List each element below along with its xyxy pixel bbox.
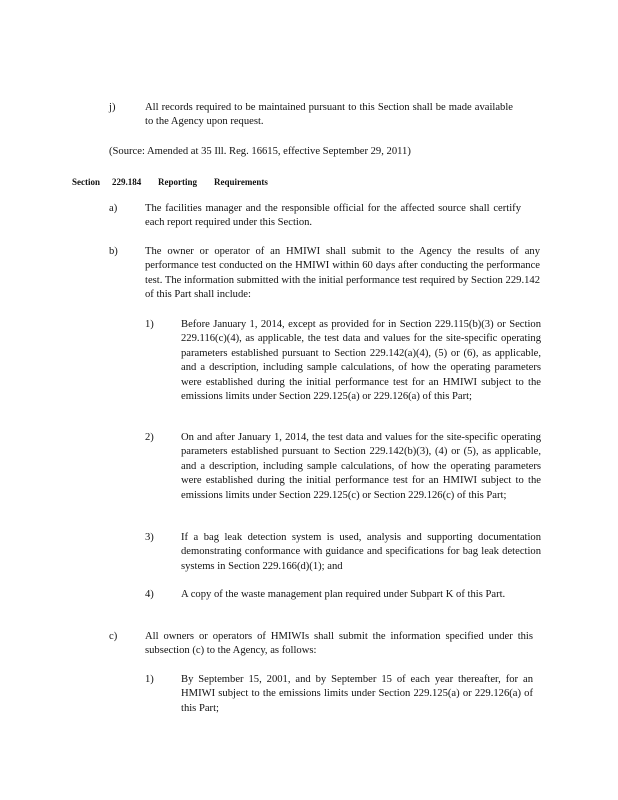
item-j-label: j) [109, 102, 116, 113]
item-b1-label: 1) [145, 319, 154, 330]
item-b4-text: A copy of the waste management plan required under Subpart K of this Part. [181, 589, 506, 600]
item-b1-text: Before January 1, 2014, except as provided for in Section 229.115(b)(3) or Section 229.116(c)(4), as applicable, the test data and values for the site-specific operating parameters established pursuant to Section 229.142(a)(4), (5) or (6), as applicable, and a description, including sample calculations, of how the operating parameters were established during the initial performance test for an HMIWI subject to the emissions limits under Section 229.125(a) or 229.126(a) of this Part; [181, 319, 541, 403]
item-a-text: The facilities manager and the responsible official for the affected source shall certify each report required under this Section. [145, 203, 521, 229]
source-note: (Source: Amended at 35 Ill. Reg. 16615, effective September 29, 2011) [109, 146, 411, 157]
section-title-requirements: Requirements [214, 177, 268, 187]
item-b3-text: If a bag leak detection system is used, analysis and supporting documentation demonstrating conformance with guidance and specifications for bag leak detection systems in Section 229.166(d)(1); and [181, 532, 541, 572]
item-c1-text: By September 15, 2001, and by September 15 of each year thereafter, for an HMIWI subject to the emissions limits under Section 229.125(a) or 229.126(a) of this Part; [181, 674, 533, 714]
section-word: Section [72, 177, 100, 187]
item-b2-text: On and after January 1, 2014, the test data and values for the site-specific operating parameters established pursuant to Section 229.142(b)(3), (4) or (5), as applicable, and a description, including sample calculations, of how the operating parameters were established during the initial performance test for an HMIWI subject to the emissions limits under Section 229.125(c) or Section 229.126(c) of this Part; [181, 432, 541, 501]
section-number: 229.184 [112, 177, 142, 187]
item-b3-label: 3) [145, 532, 154, 543]
item-c-text: All owners or operators of HMIWIs shall submit the information specified under this subsection (c) to the Agency, as follows: [145, 631, 533, 657]
item-b-text: The owner or operator of an HMIWI shall submit to the Agency the results of any performance test conducted on the HMIWI within 60 days after conducting the performance test. The information submitted with the initial performance test required by Section 229.142 of this Part shall include: [145, 246, 540, 301]
item-j-text: All records required to be maintained pursuant to this Section shall be made available to the Agency upon request. [145, 102, 513, 128]
item-b2-label: 2) [145, 432, 154, 443]
item-b-label: b) [109, 246, 118, 257]
item-c-label: c) [109, 631, 118, 642]
section-title-reporting: Reporting [158, 177, 197, 187]
item-b4-label: 4) [145, 589, 154, 600]
item-c1-label: 1) [145, 674, 154, 685]
item-a-label: a) [109, 203, 118, 214]
